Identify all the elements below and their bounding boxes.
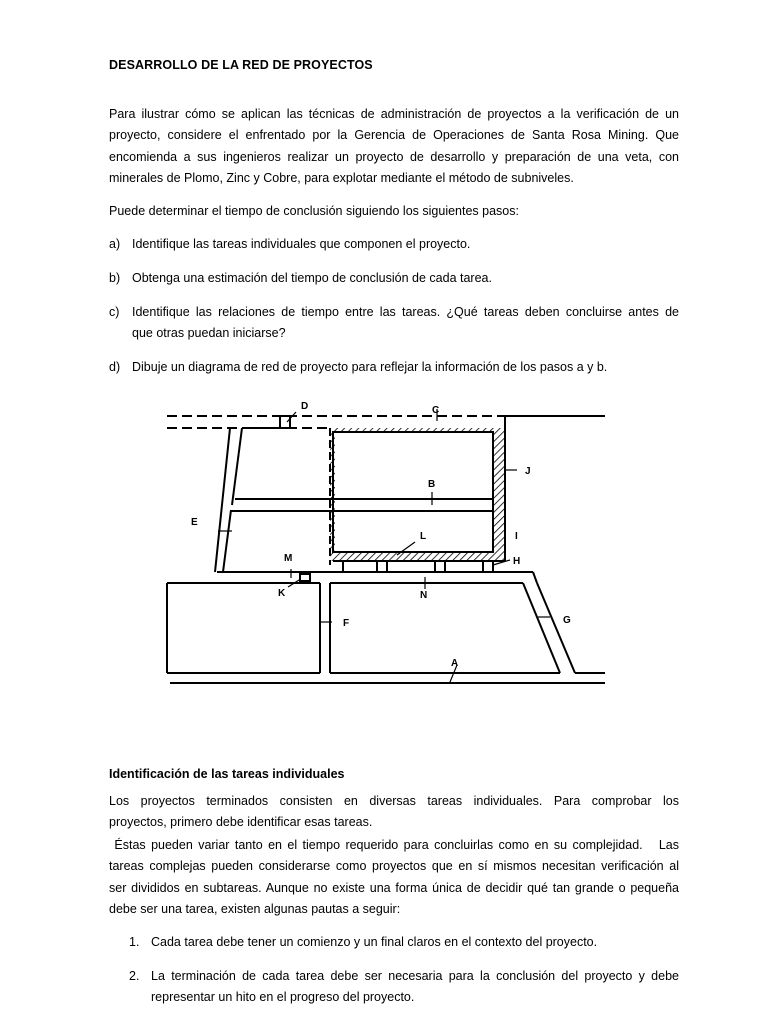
- diagram-label-i: I: [515, 531, 518, 542]
- intro-line: encomienda a sus ingenieros realizar un proyecto de desarrollo y preparación de una veta, con: [109, 149, 679, 164]
- section-line: proyectos, primero debe identificar esas tareas.: [109, 815, 373, 830]
- diagram-label-f: F: [343, 618, 350, 629]
- step-label: c): [109, 305, 120, 319]
- diagram-ramp-e: [215, 428, 230, 572]
- step-label: d): [109, 360, 121, 374]
- diagram-block-b: [333, 432, 493, 552]
- section-paragraph-1: [109, 791, 679, 834]
- step-text: Identifique las tareas individuales que componen el proyecto.: [132, 237, 471, 251]
- section-line: tareas complejas pueden considerarse como proyectos que en sí mismos necesitan verificación al: [109, 859, 679, 874]
- step-label: b): [109, 271, 121, 285]
- diagram-label-h: H: [513, 556, 521, 567]
- diagram-ramp-g: [537, 583, 575, 673]
- diagram-label-m: M: [284, 553, 293, 564]
- diagram-label-b: B: [428, 479, 436, 490]
- step-text: Obtenga una estimación del tiempo de conclusión de cada tarea.: [132, 271, 492, 285]
- guideline-label: 1.: [129, 935, 140, 949]
- diagram-label-a: A: [451, 658, 459, 669]
- diagram-label-l: L: [420, 531, 427, 542]
- intro-line: minerales de Plomo, Zinc y Cobre, para explotar mediante el método de subniveles.: [109, 170, 574, 185]
- step-text: Identifique las relaciones de tiempo entre las tareas. ¿Qué tareas deben concluirse antes de: [132, 305, 679, 319]
- section-title: Identificación de las tareas individuales: [109, 767, 345, 781]
- document-title: DESARROLLO DE LA RED DE PROYECTOS: [109, 58, 373, 72]
- diagram-ramp-e: [223, 510, 231, 572]
- section-line: Los proyectos terminados consisten en diversas tareas individuales. Para comprobar los: [109, 794, 679, 808]
- step-label: a): [109, 237, 121, 251]
- step-text: Dibuje un diagrama de red de proyecto para reflejar la información de los pasos a y b.: [132, 360, 608, 374]
- guideline-label: 2.: [129, 969, 140, 983]
- section-paragraph-2: [109, 835, 679, 920]
- diagram-level-mid: [533, 572, 537, 583]
- diagram-label-c: C: [432, 405, 440, 416]
- guideline-text: Cada tarea debe tener un comienzo y un final claros en el contexto del proyecto.: [151, 935, 598, 949]
- diagram-ramp-e: [232, 428, 242, 505]
- section-line: ser divididos en subtareas. Aunque no existe una forma única de decidir qué tan grande o pequeña: [109, 880, 679, 895]
- guideline-text: representar un hito en el progreso del proyecto.: [151, 990, 415, 1005]
- intro-line: Para ilustrar cómo se aplican las técnicas de administración de proyectos a la verificación de un: [109, 107, 679, 121]
- section-line: debe ser una tarea, existen algunas pautas a seguir:: [109, 901, 401, 916]
- steps-intro: Puede determinar el tiempo de conclusión siguiendo los siguientes pasos:: [109, 204, 519, 218]
- diagram-hatched-fill: [330, 428, 505, 561]
- diagram-label-n: N: [420, 590, 428, 601]
- section-line: Éstas pueden variar tanto en el tiempo requerido para concluirlas como en su complejidad. Las: [109, 838, 679, 852]
- step-text: que otras puedan iniciarse?: [132, 326, 286, 341]
- diagram-label-k: K: [278, 588, 286, 599]
- mine-layout-diagram: [165, 395, 610, 687]
- intro-line: proyecto, considere el enfrentado por la Gerencia de Operaciones de Santa Rosa Mining. Que: [109, 128, 679, 143]
- diagram-label-d: D: [301, 401, 309, 412]
- diagram-box-d: [280, 416, 290, 428]
- diagram-label-j: J: [525, 466, 531, 477]
- diagram-box-k: [300, 574, 310, 581]
- diagram-label-g: G: [563, 615, 571, 626]
- guideline-text: La terminación de cada tarea debe ser necesaria para la conclusión del proyecto y debe: [151, 969, 679, 983]
- intro-paragraph: [109, 104, 679, 189]
- diagram-ramp-g: [523, 583, 560, 673]
- diagram-label-e: E: [191, 517, 198, 528]
